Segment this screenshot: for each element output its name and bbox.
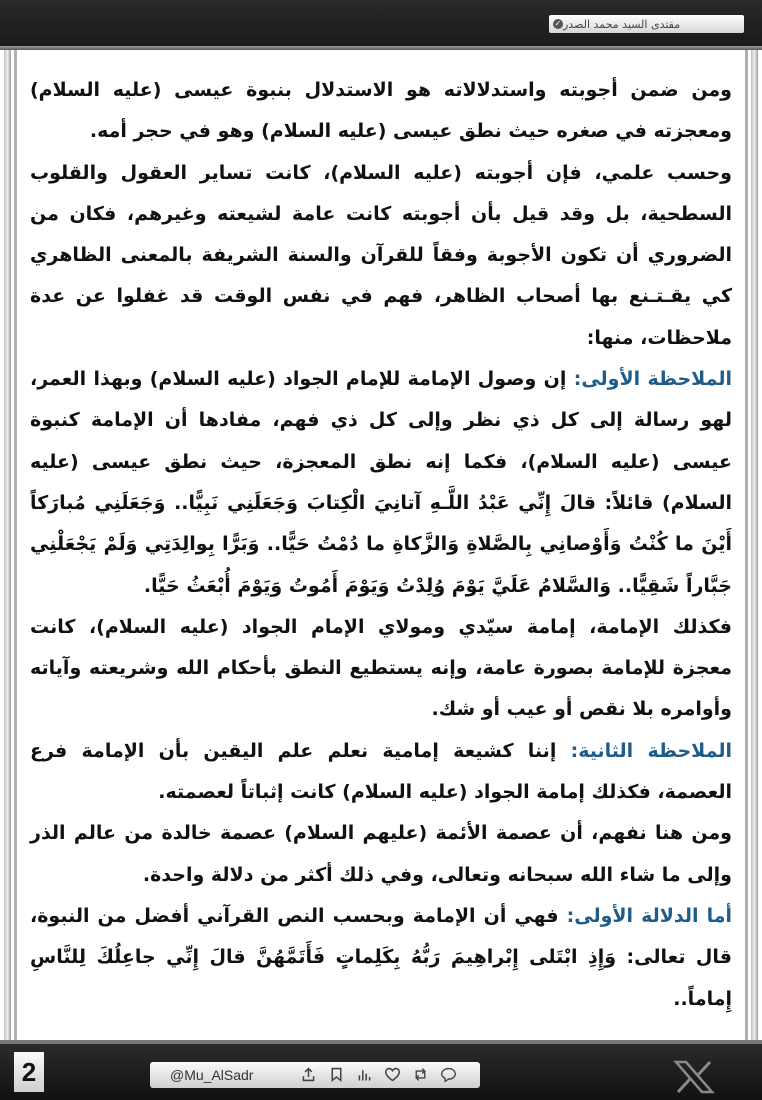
paragraph-text: ومن ضمن أجوبته واستدلالاته هو الاستدلال بنبوة عيسى (عليه السلام) ومعجزته في صغره حيث نطق عيسى (عليه السلام) وهو في حجر أمه. <box>30 79 732 143</box>
paragraph-lead: أما الدلالة الأولى: <box>566 904 732 927</box>
paragraph <box>30 70 732 153</box>
paragraph-text: فكذلك الإمامة، إمامة سيّدي ومولاي الإمام الجواد (عليه السلام)، كانت معجزة للإمامة بصورة عامة، وإنه يستطيع النطق بأحكام الله وشريعته وآياته وأوامره بلا نقص أو عيب أو شك. <box>30 615 732 721</box>
source-name: مقتدى السيد محمد الصدر <box>563 17 681 31</box>
right-rail <box>751 50 758 1040</box>
paragraph <box>30 153 732 359</box>
paragraph <box>30 359 732 607</box>
top-bar <box>0 0 762 46</box>
share-icon[interactable] <box>300 1066 317 1083</box>
x-logo <box>672 1060 716 1094</box>
action-icons <box>300 1066 457 1083</box>
verified-icon: ✓ <box>554 19 562 28</box>
views-icon[interactable] <box>356 1066 373 1083</box>
paragraph-text: ومن هنا نفهم، أن عصمة الأئمة (عليهم السلام) عصمة خالدة من عالم الذر وإلى ما شاء الله سبحانه وتعالى، وفي ذلك أكثر من دلالة واحدة. <box>30 822 732 886</box>
right-rail-inner <box>745 50 748 1040</box>
paragraph <box>30 731 732 814</box>
paragraph-text: إننا كشيعة إمامية نعلم علم اليقين بأن الإمامة فرع العصمة، فكذلك إمامة الجواد (عليه السلام) كانت إثباتاً لعصمته. <box>30 739 732 804</box>
page-number: 2 <box>14 1052 44 1092</box>
top-stripe <box>0 46 762 50</box>
left-rail <box>4 50 11 1040</box>
paragraph <box>30 607 732 731</box>
left-rail-inner <box>14 50 17 1040</box>
paragraph-text: إن وصول الإمامة للإمام الجواد (عليه السلام) وبهذا العمر، لهو رسالة إلى كل ذي نظر وإلى كل ذي فهم، مفادها أن الإمامة كنبوة عيسى (عليه السلام)، فكما إنه نطق المعجزة، حيث نطق عيسى (عليه السلام) قائلاً: قالَ إِنِّي عَبْدُ اللَّـهِ آتانِيَ الْكِتابَ وَجَعَلَنِي نَبِيًّا.. وَجَعَلَنِي مُبارَكاً أَيْنَ ما كُنْتُ وَأَوْصانِي بِالصَّلاةِ وَالزَّكاةِ ما دُمْتُ حَيًّا.. وَبَرًّا بِوالِدَتِي وَلَمْ يَجْعَلْنِي جَبَّاراً شَقِيًّا.. وَالسَّلامُ عَلَيَّ يَوْمَ وُلِدْتُ وَيَوْمَ أَمُوتُ وَيَوْمَ أُبْعَثُ حَيًّا. <box>30 368 732 597</box>
paragraph-text: وحسب علمي، فإن أجوبته (عليه السلام)، كانت تساير العقول والقلوب السطحية، بل وقد قيل بأن أجوبته كانت عامة لشيعته وغيرهم، فكان من الضروري أن تكون الأجوبة وفقاً للقرآن والسنة الشريفة بالمعنى الظاهري كي يقـتـنع بها أصحاب الظاهر، فهم في نفس الوقت قد غفلوا عن عدة ملاحظات، منها: <box>30 161 732 349</box>
source-label <box>549 15 744 33</box>
bookmark-icon[interactable] <box>328 1066 345 1083</box>
retweet-icon[interactable] <box>412 1066 429 1083</box>
paragraph <box>30 896 732 1020</box>
paragraph-lead: الملاحظة الثانية: <box>570 739 732 762</box>
document-body <box>30 70 732 1020</box>
account-handle[interactable]: @Mu_AlSadr <box>170 1067 254 1083</box>
paragraph-text: فهي أن الإمامة وبحسب النص القرآني أفضل من النبوة، قال تعالى: وَإِذِ ابْتَلى إِبْراهِيمَ رَبُّهُ بِكَلِماتٍ فَأَتَمَّهُنَّ قالَ إِنِّي جاعِلُكَ لِلنَّاسِ إِماماً.. <box>30 904 732 1010</box>
reply-icon[interactable] <box>440 1066 457 1083</box>
like-icon[interactable] <box>384 1066 401 1083</box>
paragraph <box>30 813 732 896</box>
paragraph-lead: الملاحظة الأولى: <box>573 368 732 391</box>
